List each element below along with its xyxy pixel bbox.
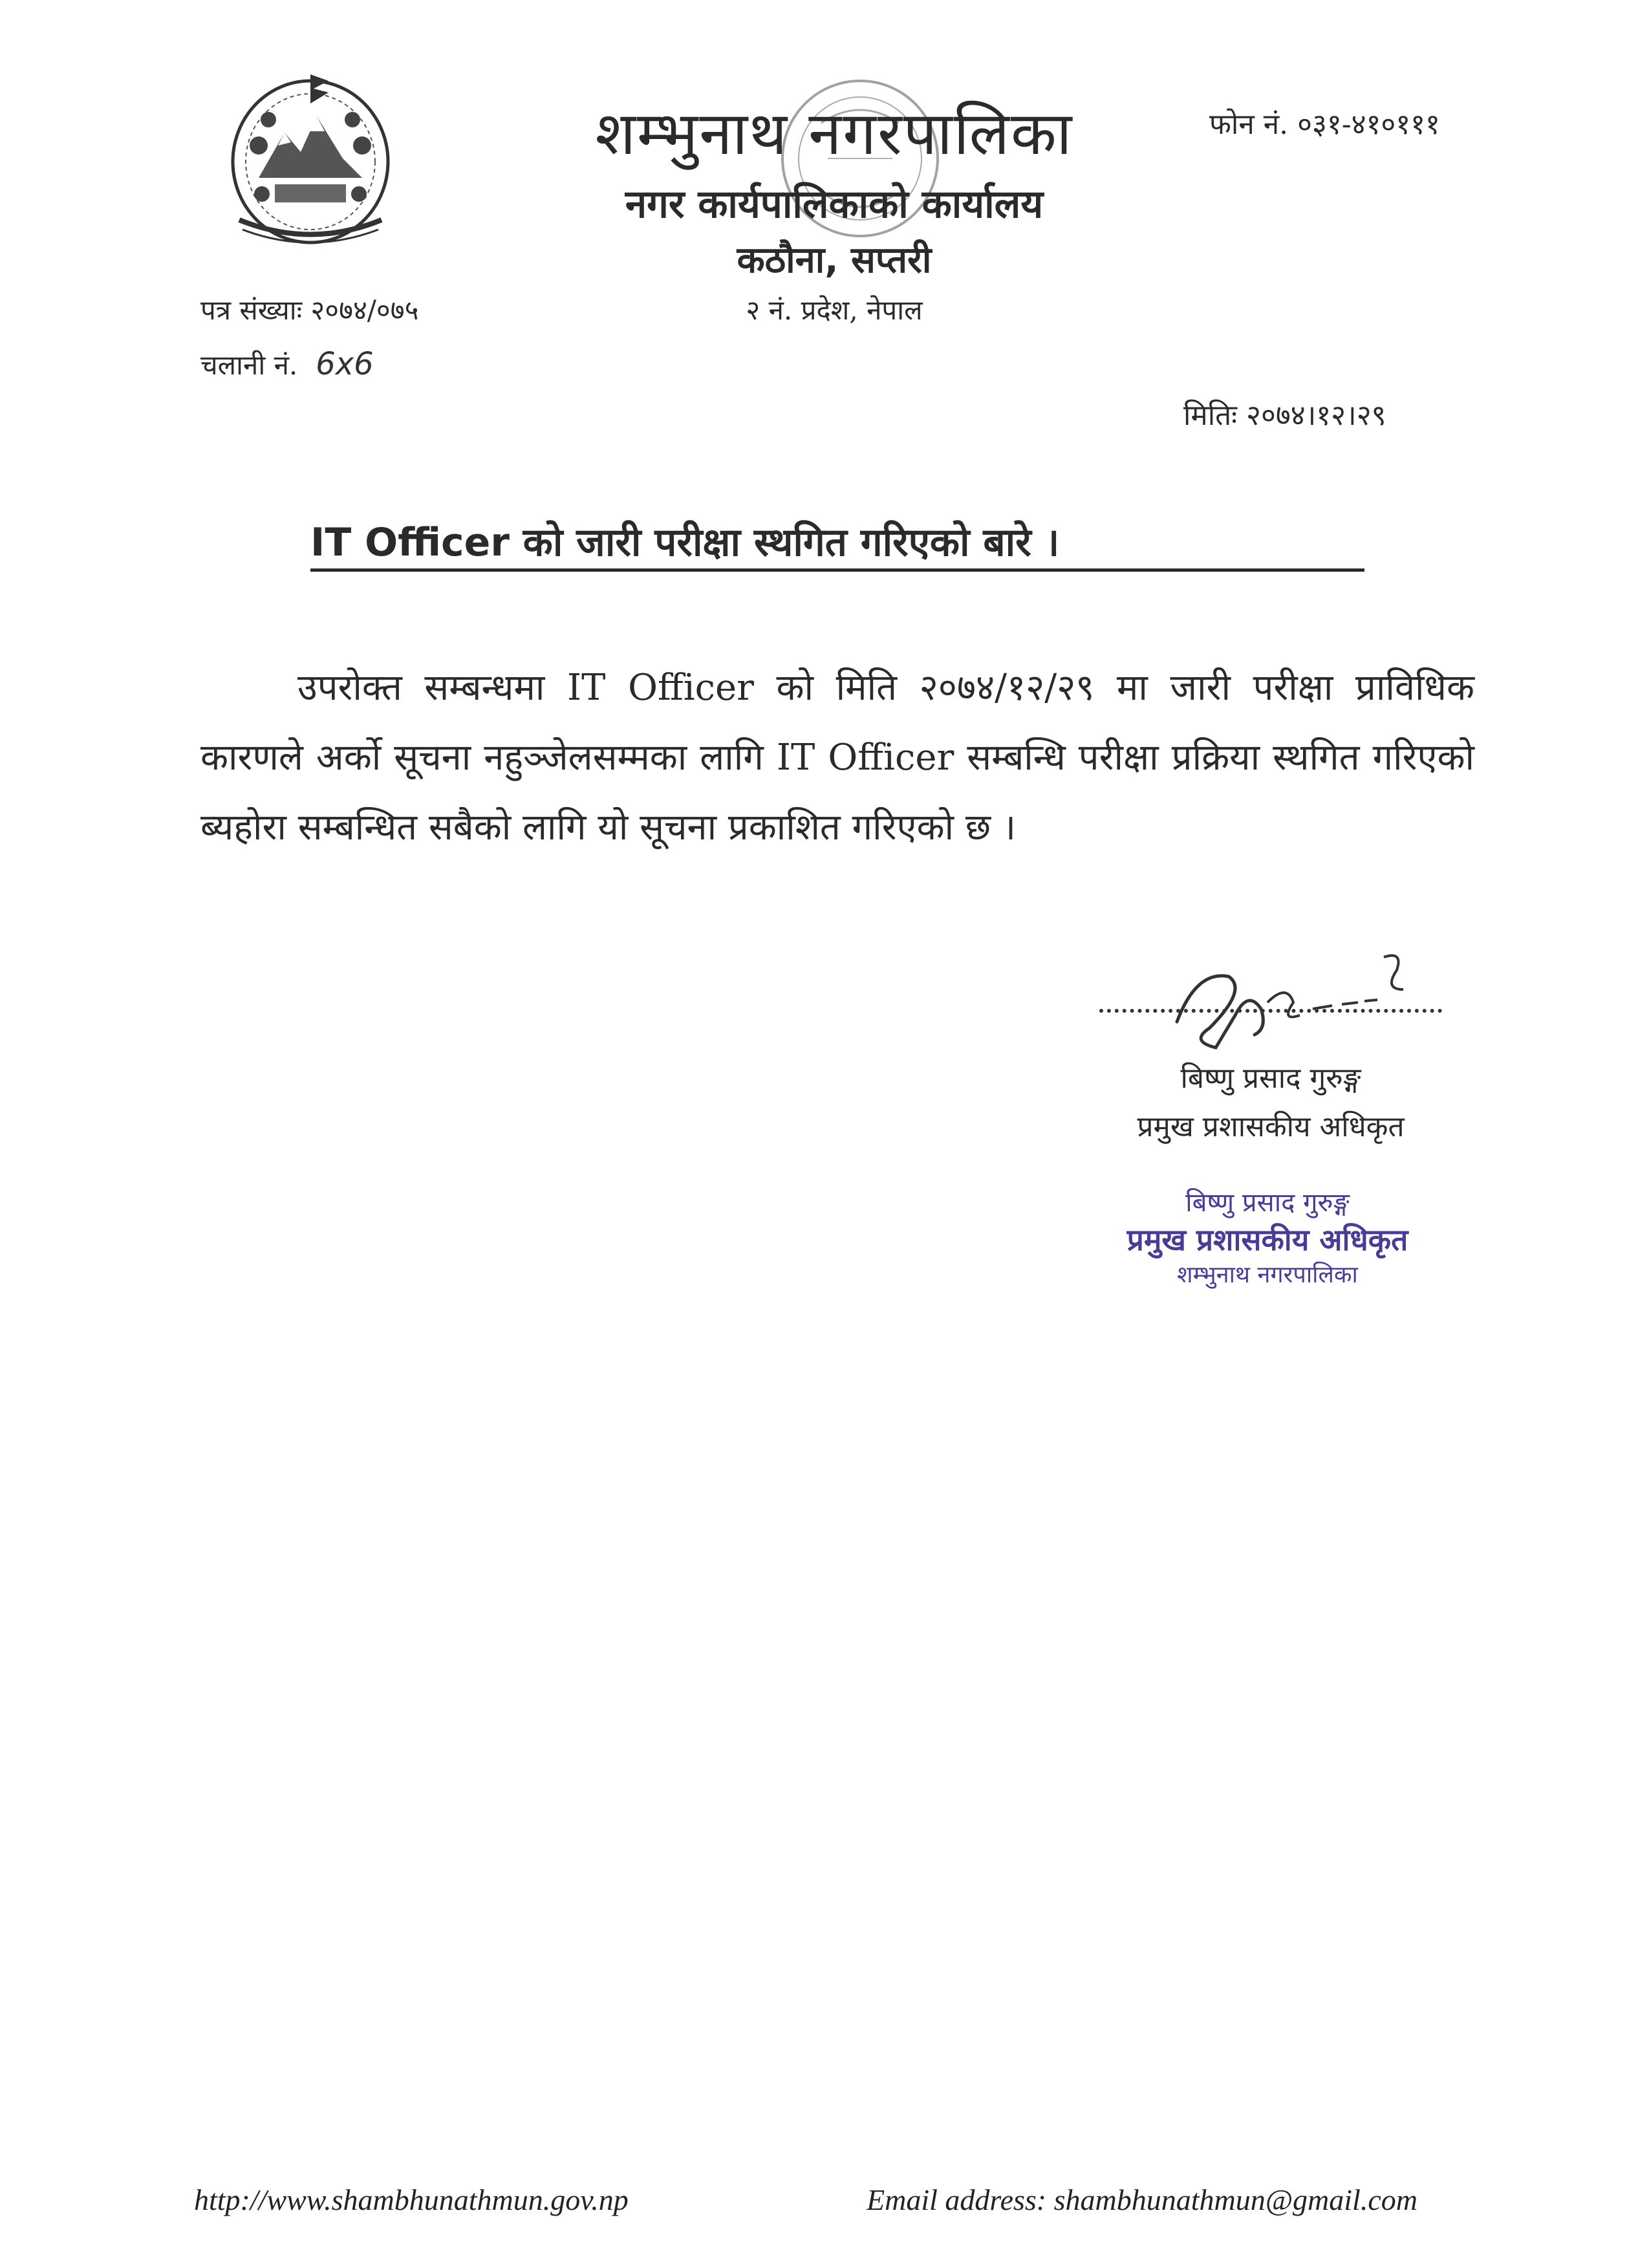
signatory-title: प्रमुख प्रशासकीय अधिकृत	[1137, 1110, 1405, 1143]
government-emblem-icon	[213, 55, 407, 255]
dispatch-number-row	[200, 346, 374, 383]
letter-date: मितिः २०७४।१२।२९	[1183, 399, 1386, 432]
subject-heading: IT Officer को जारी परीक्षा स्थगित गरिएको बारे ।	[310, 514, 1364, 572]
stamp-name: बिष्णु प्रसाद गुरुङ्ग	[1185, 1188, 1350, 1218]
province-line: २ नं. प्रदेश, नेपाल	[746, 294, 923, 326]
stamp-organization: शम्भुनाथ नगरपालिका	[1177, 1262, 1358, 1288]
dispatch-label: चलानी नं.	[200, 349, 298, 381]
dispatch-number: 6x6	[316, 346, 374, 382]
signature-line	[1099, 1009, 1442, 1013]
office-name: नगर कार्यपालिकाको कार्यालय	[625, 182, 1044, 227]
email-address[interactable]: Email address: shambhunathmun@gmail.com	[867, 2183, 1417, 2216]
body-paragraph: उपरोक्त सम्बन्धमा IT Officer को मिति २०७४/१२/२९ मा जारी परीक्षा प्राविधिक कारणले अर्को सूचना नहुञ्जेलसम्मका लागि IT Officer सम्बन्धि परीक्षा प्रक्रिया स्थगित गरिएको ब्यहोरा सम्बन्धित सबैको लागि यो सूचना प्रकाशित गरिएको छ ।	[200, 667, 1474, 848]
signatory-name: बिष्णु प्रसाद गुरुङ्ग	[1180, 1062, 1361, 1095]
municipality-name: शम्भुनाथ नगरपालिका	[595, 99, 1073, 168]
address-line: कठौना, सप्तरी	[737, 239, 932, 281]
phone-number: फोन नं. ०३१-४१०१११	[1209, 108, 1440, 141]
letter-number: पत्र संख्याः २०७४/०७५	[200, 294, 419, 326]
website-url[interactable]: http://www.shambhunathmun.gov.np	[194, 2183, 629, 2216]
stamp-title: प्रमुख प्रशासकीय अधिकृत	[1126, 1222, 1408, 1257]
signature-icon	[1099, 931, 1461, 1061]
